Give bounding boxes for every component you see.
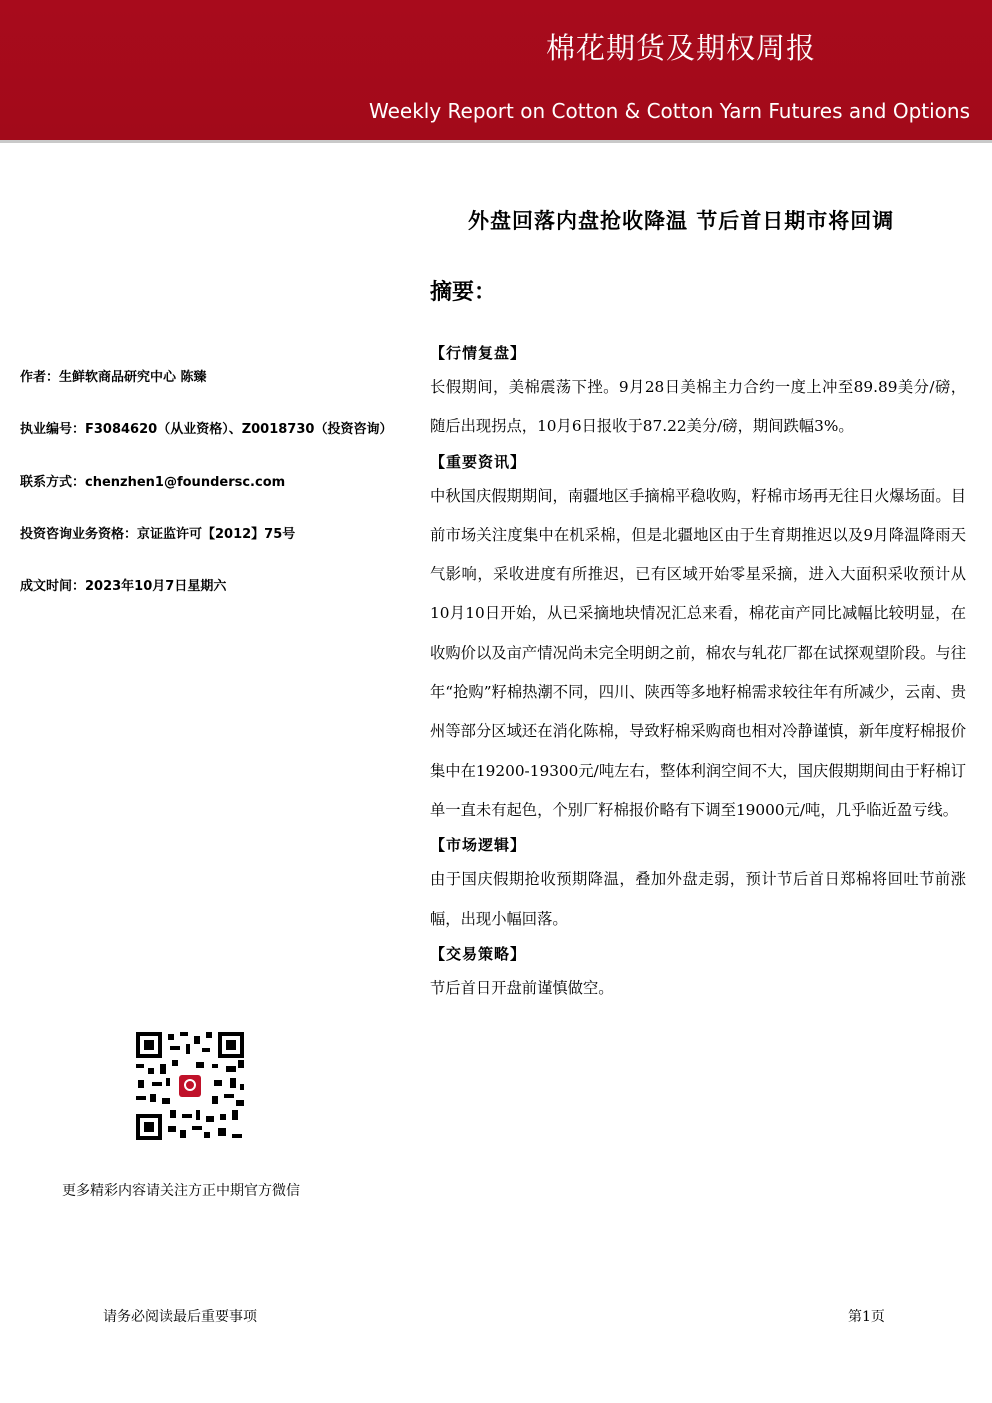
footer-notice: 请务必阅读最后重要事项	[103, 1309, 257, 1325]
section-key-news	[430, 447, 966, 831]
report-body	[430, 338, 966, 1008]
qr-caption: 更多精彩内容请关注方正中期官方微信	[62, 1183, 300, 1199]
author-line: 作者：生鲜软商品研究中心 陈臻	[20, 370, 207, 385]
page-number: 第1页	[848, 1309, 885, 1325]
section-text: 长假期间，美棉震荡下挫。9月28日美棉主力合约一度上冲至89.89美分/磅，随后出现拐点，10月6日报收于87.22美分/磅，期间跌幅3%。	[430, 378, 966, 436]
report-title-cn: 棉花期货及期权周报	[545, 31, 816, 65]
section-title: 【交易策略】	[430, 944, 527, 963]
section-trading-strategy	[430, 939, 966, 1008]
qualification-line: 投资咨询业务资格：京证监许可【2012】75号	[20, 527, 296, 542]
header-divider	[0, 140, 992, 143]
section-market-review	[430, 338, 966, 447]
section-market-logic	[430, 830, 966, 939]
contact-line: 联系方式：chenzhen1@foundersc.com	[20, 475, 286, 490]
summary-heading: 摘要：	[430, 280, 497, 305]
section-title: 【行情复盘】	[430, 344, 527, 362]
section-title: 【市场逻辑】	[430, 836, 527, 855]
license-line: 执业编号：F3084620（从业资格）、Z0018730（投资咨询）	[20, 422, 393, 437]
section-title: 【重要资讯】	[430, 452, 527, 471]
qr-code-icon	[134, 1030, 246, 1142]
section-text: 节后首日开盘前谨慎做空。	[430, 978, 614, 997]
date-line: 成文时间：2023年10月7日星期六	[20, 579, 227, 594]
report-title-en: Weekly Report on Cotton & Cotton Yarn Futures and Options	[369, 99, 970, 123]
report-header-band	[0, 0, 992, 140]
section-text: 由于国庆假期抢收预期降温，叠加外盘走弱，预计节后首日郑棉将回吐节前涨幅，出现小幅回落。	[430, 870, 966, 928]
section-text: 中秋国庆假期期间，南疆地区手摘棉平稳收购，籽棉市场再无往日火爆场面。目前市场关注度集中在机采棉，但是北疆地区由于生育期推迟以及9月降温降雨天气影响，采收进度有所推迟，已有区域开始零星采摘，进入大面积采收预计从10月10日开始，从已采摘地块情况汇总来看，棉花亩产同比减幅比较明显，在收购价以及亩产情况尚未完全明朗之前，棉农与轧花厂都在试探观望阶段。与往年“抢购”籽棉热潮不同，四川、陕西等多地籽棉需求较往年有所减少，云南、贵州等部分区域还在消化陈棉，导致籽棉采购商也相对冷静谨慎，新年度籽棉报价集中在19200-19300元/吨左右，整体利润空间不大，国庆假期期间由于籽棉订单一直未有起色，个别厂籽棉报价略有下调至19000元/吨，几乎临近盈亏线。	[430, 486, 966, 819]
report-headline: 外盘回落内盘抢收降温 节后首日期市将回调	[468, 209, 895, 233]
wechat-qr-code	[134, 1030, 246, 1142]
